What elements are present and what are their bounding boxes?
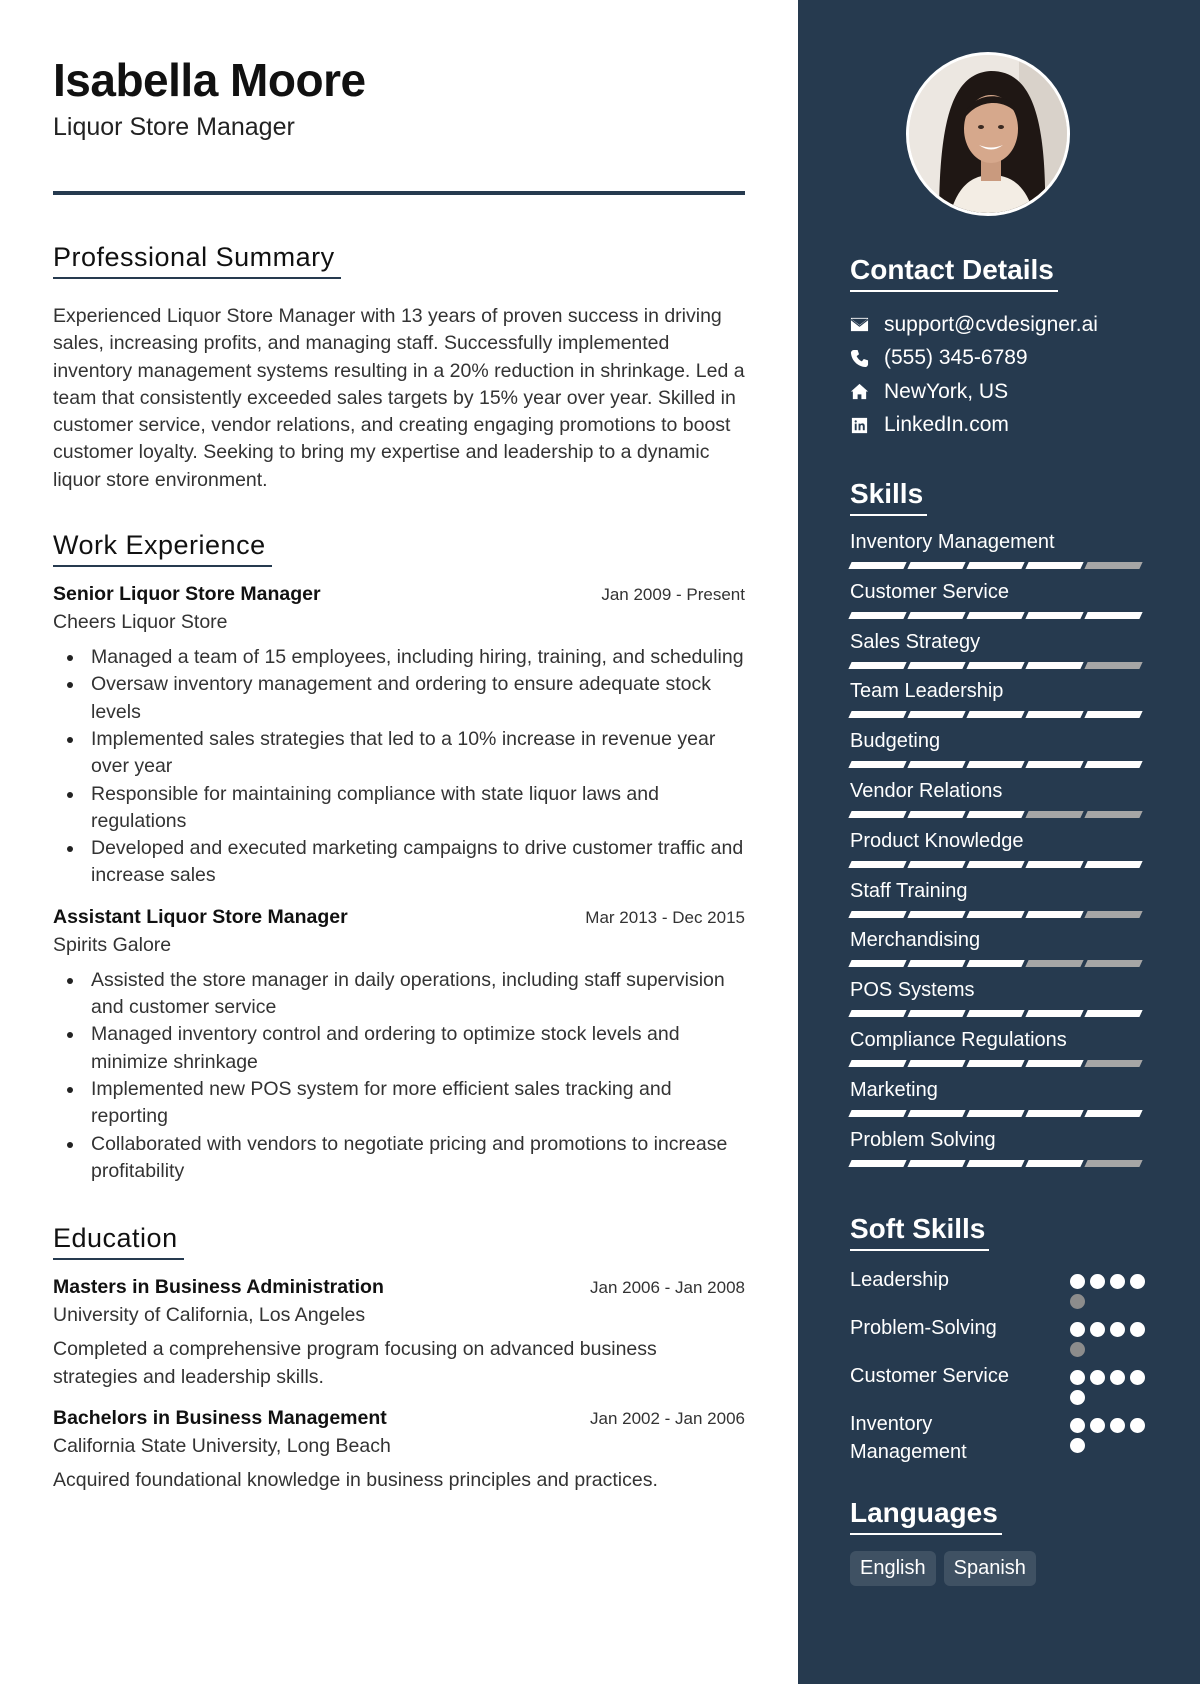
skill-rating-bar [850, 1160, 1150, 1167]
soft-skill-name: Customer Service [850, 1365, 1009, 1387]
language-tag: English [850, 1551, 936, 1586]
skill-name: Team Leadership [850, 680, 1004, 703]
skill-rating-segment [1025, 911, 1083, 918]
skill-rating-bar [850, 911, 1150, 918]
skill-rating-segment [848, 1160, 906, 1167]
portrait-image [909, 55, 1070, 216]
summary-text: Experienced Liquor Store Manager with 13 years of proven success in driving sales, increasing profits, and managing staff. Successfully implemented inventory management systems resulting in a 20% reduction in shrinkage. Led a team that consistently exceeded sales targets by 15% year over year. Skilled in customer service, vendor relations, and creating engaging promotions to boost customer loyalty. Seeking to bring my expertise and leadership to a dynamic liquor store environment. [53, 305, 745, 491]
contact-linkedin[interactable] [850, 409, 1150, 443]
skill-rating-segment [1025, 861, 1083, 868]
skill-item [850, 1128, 1150, 1178]
job-bullet: Developed and executed marketing campaigns to drive customer traffic and increase sales [53, 835, 745, 890]
phone-icon [850, 348, 884, 368]
contact-linkedin-text: LinkedIn.com [884, 413, 1009, 437]
soft-skill-item [850, 1315, 1150, 1357]
rating-dot [1090, 1370, 1105, 1385]
soft-skill-name: Inventory Management [850, 1413, 967, 1463]
skill-rating-bar [850, 1110, 1150, 1117]
skill-rating-segment [1025, 562, 1083, 569]
rating-dot [1090, 1274, 1105, 1289]
skill-name: Inventory Management [850, 531, 1055, 553]
rating-dot [1130, 1370, 1145, 1385]
skill-rating-segment [907, 1010, 965, 1017]
skill-rating-segment [1084, 1010, 1142, 1017]
soft-skill-item [850, 1411, 1150, 1466]
school-name: University of California, Los Angeles [53, 1304, 366, 1327]
rating-dot [1110, 1274, 1125, 1289]
job-company: Cheers Liquor Store [53, 611, 228, 634]
skill-rating-bar [850, 1060, 1150, 1067]
rating-dot [1130, 1322, 1145, 1337]
languages-heading: Languages [850, 1496, 1002, 1535]
contact-section [850, 253, 1150, 442]
skill-rating-segment [1084, 711, 1142, 718]
skill-rating-segment [1084, 811, 1142, 818]
school-name: California State University, Long Beach [53, 1435, 391, 1458]
job-bullets [53, 644, 745, 890]
job-entry [53, 583, 745, 890]
skill-rating-segment [848, 562, 906, 569]
skill-rating-segment [907, 711, 965, 718]
linkedin-icon [850, 415, 884, 435]
contact-phone[interactable] [850, 342, 1150, 376]
skill-rating-segment [1084, 612, 1142, 619]
skill-rating-bar [850, 861, 1150, 868]
skill-rating-segment [1025, 1060, 1083, 1067]
skill-rating-segment [966, 1010, 1024, 1017]
education-dates: Jan 2006 - Jan 2008 [589, 1278, 745, 1298]
skill-rating-bar [850, 1010, 1150, 1017]
skill-rating-segment [1084, 960, 1142, 967]
rating-dot [1070, 1294, 1085, 1309]
education-heading: Education [53, 1221, 184, 1260]
skill-rating-segment [1025, 1110, 1083, 1117]
skill-name: Vendor Relations [850, 779, 1003, 802]
soft-skill-name: Problem-Solving [850, 1317, 997, 1339]
languages-list [850, 1551, 1150, 1586]
soft-skills-list [850, 1267, 1150, 1466]
job-bullet: Assisted the store manager in daily operations, including staff supervision and customer service [53, 967, 745, 1022]
home-icon [850, 382, 884, 402]
skill-name: Compliance Regulations [850, 1028, 1067, 1051]
skill-rating-segment [848, 811, 906, 818]
skill-rating-segment [1084, 1060, 1142, 1067]
skill-item [850, 679, 1150, 729]
sidebar [798, 0, 1200, 1684]
skill-rating-segment [966, 811, 1024, 818]
rating-dot [1110, 1370, 1125, 1385]
skill-rating-bar [850, 761, 1150, 768]
skill-rating-segment [966, 711, 1024, 718]
skill-rating-segment [907, 911, 965, 918]
education-entry [53, 1407, 745, 1494]
skill-rating-bar [850, 612, 1150, 619]
rating-dot [1090, 1418, 1105, 1433]
skill-rating-segment [1084, 911, 1142, 918]
languages-section [850, 1496, 1150, 1586]
degree-name: Masters in Business Administration [53, 1276, 384, 1299]
contact-phone-text: (555) 345-6789 [884, 346, 1028, 370]
skill-name: Budgeting [850, 730, 941, 753]
skill-rating-segment [1084, 861, 1142, 868]
skill-name: Product Knowledge [850, 829, 1024, 852]
job-role: Senior Liquor Store Manager [53, 583, 321, 606]
language-tag: Spanish [944, 1551, 1036, 1586]
skill-rating-segment [1025, 711, 1083, 718]
job-role: Assistant Liquor Store Manager [53, 905, 348, 928]
soft-skill-item [850, 1363, 1150, 1405]
rating-dot [1070, 1370, 1085, 1385]
skill-rating-segment [966, 911, 1024, 918]
rating-dot [1110, 1322, 1125, 1337]
job-company: Spirits Galore [53, 933, 172, 956]
skill-rating-segment [907, 960, 965, 967]
skill-rating-segment [1025, 612, 1083, 619]
skill-rating-segment [966, 761, 1024, 768]
skill-rating-segment [1025, 960, 1083, 967]
rating-dot [1070, 1390, 1085, 1405]
skill-rating-segment [966, 662, 1024, 669]
skill-rating-segment [1025, 662, 1083, 669]
skill-name: Staff Training [850, 879, 968, 902]
skills-list [850, 530, 1150, 1177]
soft-skill-name: Leadership [850, 1269, 949, 1291]
rating-dot [1130, 1418, 1145, 1433]
education-header [53, 1407, 745, 1430]
skill-rating-segment [907, 562, 965, 569]
skill-rating-segment [848, 1060, 906, 1067]
skill-item [850, 1028, 1150, 1078]
skill-rating-segment [907, 662, 965, 669]
job-header [53, 583, 745, 606]
skill-rating-segment [848, 711, 906, 718]
skill-rating-segment [1025, 761, 1083, 768]
envelope-icon [850, 315, 884, 335]
skills-section [850, 477, 1150, 1177]
skill-rating-segment [1084, 1160, 1142, 1167]
skill-rating-segment [966, 1160, 1024, 1167]
job-bullet: Implemented new POS system for more efficient sales tracking and reporting [53, 1076, 745, 1131]
job-dates: Mar 2013 - Dec 2015 [585, 907, 745, 927]
skill-rating-bar [850, 711, 1150, 718]
rating-dot [1110, 1418, 1125, 1433]
skill-rating-segment [966, 960, 1024, 967]
skill-item [850, 530, 1150, 580]
skill-rating-segment [848, 662, 906, 669]
contact-heading: Contact Details [850, 253, 1058, 292]
skill-item [850, 729, 1150, 779]
skill-name: Marketing [850, 1078, 938, 1101]
skill-rating-segment [907, 761, 965, 768]
education-description: Acquired foundational knowledge in business principles and practices. [53, 1469, 658, 1492]
education-description: Completed a comprehensive program focusing on advanced business strategies and leadership skills. [53, 1338, 657, 1389]
skill-rating-bar [850, 960, 1150, 967]
job-bullet: Implemented sales strategies that led to a 10% increase in revenue year over year [53, 726, 745, 781]
skill-rating-segment [1084, 562, 1142, 569]
work-list [53, 583, 745, 1185]
job-bullet: Oversaw inventory management and ordering to ensure adequate stock levels [53, 671, 745, 726]
skill-rating-segment [848, 761, 906, 768]
skill-name: Merchandising [850, 929, 981, 952]
skill-rating-segment [966, 612, 1024, 619]
skill-rating-bar [850, 662, 1150, 669]
skill-item [850, 928, 1150, 978]
contact-email-text: support@cvdesigner.ai [884, 312, 1098, 336]
rating-dot [1070, 1342, 1085, 1357]
skill-rating-segment [907, 1110, 965, 1117]
job-entry [53, 906, 745, 1185]
contact-list [850, 308, 1150, 442]
skill-item [850, 630, 1150, 680]
work-heading: Work Experience [53, 528, 272, 567]
profile-photo [906, 52, 1070, 216]
skill-rating-segment [1084, 761, 1142, 768]
education-list [53, 1276, 745, 1494]
skill-item [850, 1078, 1150, 1128]
skill-rating-segment [1025, 1010, 1083, 1017]
skill-item [850, 779, 1150, 829]
job-bullet: Collaborated with vendors to negotiate pricing and promotions to increase profitability [53, 1131, 745, 1186]
rating-dot [1070, 1438, 1085, 1453]
job-bullet: Managed a team of 15 employees, including hiring, training, and scheduling [53, 644, 745, 671]
skill-rating-segment [907, 1160, 965, 1167]
job-dates: Jan 2009 - Present [601, 585, 745, 605]
skill-rating-segment [848, 861, 906, 868]
skill-item [850, 829, 1150, 879]
job-bullet: Responsible for maintaining compliance with state liquor laws and regulations [53, 781, 745, 836]
contact-location-text: NewYork, US [884, 379, 1009, 403]
education-dates: Jan 2002 - Jan 2006 [589, 1409, 745, 1429]
soft-skill-rating [1070, 1315, 1150, 1357]
job-bullet: Managed inventory control and ordering to optimize stock levels and minimize shrinkage [53, 1021, 745, 1076]
skill-rating-segment [966, 562, 1024, 569]
skill-rating-segment [848, 1010, 906, 1017]
skill-rating-segment [907, 811, 965, 818]
skill-rating-segment [966, 1110, 1024, 1117]
soft-skills-heading: Soft Skills [850, 1212, 989, 1251]
skill-rating-bar [850, 811, 1150, 818]
soft-skill-item [850, 1267, 1150, 1309]
skill-rating-segment [1084, 662, 1142, 669]
rating-dot [1130, 1274, 1145, 1289]
candidate-title: Liquor Store Manager [53, 113, 295, 141]
skill-rating-segment [907, 1060, 965, 1067]
skill-name: POS Systems [850, 979, 975, 1002]
skill-rating-segment [966, 861, 1024, 868]
summary-heading: Professional Summary [53, 240, 341, 279]
education-header [53, 1276, 745, 1299]
skill-name: Sales Strategy [850, 630, 981, 653]
skill-rating-segment [907, 612, 965, 619]
skill-name: Problem Solving [850, 1128, 996, 1151]
soft-skills-section [850, 1212, 1150, 1472]
skills-heading: Skills [850, 477, 927, 516]
header-divider [53, 191, 745, 195]
skill-rating-segment [1025, 1160, 1083, 1167]
rating-dot [1070, 1418, 1085, 1433]
skill-rating-segment [1084, 1110, 1142, 1117]
job-bullets [53, 967, 745, 1185]
rating-dot [1090, 1322, 1105, 1337]
soft-skill-rating [1070, 1411, 1150, 1466]
job-header [53, 906, 745, 929]
rating-dot [1070, 1322, 1085, 1337]
skill-rating-segment [848, 911, 906, 918]
skill-rating-segment [907, 861, 965, 868]
skill-name: Customer Service [850, 580, 1009, 603]
soft-skill-rating [1070, 1363, 1150, 1405]
candidate-name: Isabella Moore [53, 54, 366, 106]
skill-rating-segment [848, 1110, 906, 1117]
soft-skill-rating [1070, 1267, 1150, 1309]
skill-rating-segment [966, 1060, 1024, 1067]
skill-item [850, 879, 1150, 929]
skill-rating-segment [848, 960, 906, 967]
rating-dot [1070, 1274, 1085, 1289]
contact-location [850, 375, 1150, 409]
skill-item [850, 978, 1150, 1028]
skill-rating-segment [848, 612, 906, 619]
skill-rating-bar [850, 562, 1150, 569]
contact-email[interactable] [850, 308, 1150, 342]
education-entry [53, 1276, 745, 1391]
skill-rating-segment [1025, 811, 1083, 818]
degree-name: Bachelors in Business Management [53, 1407, 387, 1430]
skill-item [850, 580, 1150, 630]
